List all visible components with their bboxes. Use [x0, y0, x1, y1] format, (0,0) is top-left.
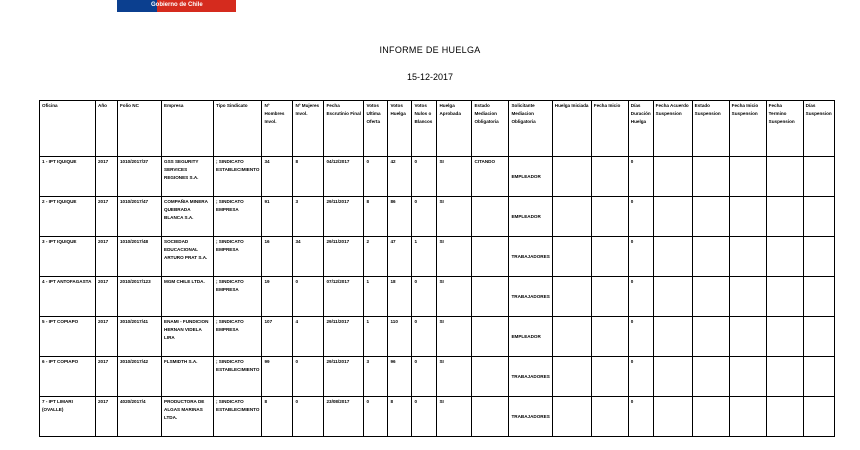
cell-nulos: 0 — [412, 197, 437, 237]
cell-estado-med — [472, 277, 509, 317]
cell-solicitante — [509, 157, 552, 197]
cell-solicitante — [509, 197, 552, 237]
cell-ultima: 3 — [364, 357, 388, 397]
cell-empresa: GSS SEGURITY SERVICES REGIONES S.A. — [162, 157, 214, 197]
cell-dias: 0 — [628, 197, 653, 237]
table-row — [40, 197, 835, 237]
cell-anio: 2017 — [96, 157, 118, 197]
cell-empresa: MGM CHILE LTDA. — [162, 277, 214, 317]
cell-hombres: 8 — [262, 397, 293, 437]
cell-solicitante — [509, 357, 552, 397]
cell-inicio — [591, 197, 628, 237]
cell-estado-med — [472, 317, 509, 357]
table-row — [40, 317, 835, 357]
table-row — [40, 357, 835, 397]
cell-empresa: SOCIEDAD EDUCACIONAL ARTURO PRAT S.A. — [162, 237, 214, 277]
cell-tipo: ; SINDICATO ESTABLECIMIENTO — [214, 357, 262, 397]
cell-tipo: ; SINDICATO EMPRESA — [214, 197, 262, 237]
column-header: Año — [96, 101, 118, 157]
cell-termino-susp — [766, 317, 803, 357]
cell-aprobada: SI — [437, 317, 472, 357]
cell-acuerdo — [653, 277, 692, 317]
cell-mujeres: 0 — [293, 397, 324, 437]
cell-estado-susp — [692, 157, 729, 197]
cell-mujeres: 3 — [293, 197, 324, 237]
cell-acuerdo — [653, 317, 692, 357]
cell-inicio — [591, 357, 628, 397]
column-header: Fecha Acuerdo Suspension — [653, 101, 692, 157]
column-header: Nº Hombres Invol. — [262, 101, 293, 157]
cell-dias: 0 — [628, 317, 653, 357]
cell-empresa: ENAMI - FUNDICION HERNAN VIDELA LIRA — [162, 317, 214, 357]
table-body — [40, 157, 835, 437]
cell-huelga: 18 — [388, 277, 412, 317]
cell-iniciada — [552, 157, 591, 197]
cell-dias-susp — [803, 317, 834, 357]
cell-dias-susp — [803, 357, 834, 397]
cell-acuerdo — [653, 397, 692, 437]
cell-folio: 2010/2017/123 — [118, 277, 162, 317]
cell-dias: 0 — [628, 237, 653, 277]
cell-iniciada — [552, 197, 591, 237]
table-row — [40, 277, 835, 317]
solicitante-value: EMPLEADOR — [511, 174, 541, 179]
column-header: Fecha Inicio Suspension — [729, 101, 766, 157]
cell-anio: 2017 — [96, 277, 118, 317]
cell-iniciada — [552, 237, 591, 277]
cell-hombres: 19 — [262, 277, 293, 317]
column-header: Fecha Inicio — [591, 101, 628, 157]
cell-iniciada — [552, 397, 591, 437]
cell-anio: 2017 — [96, 317, 118, 357]
cell-huelga: 47 — [388, 237, 412, 277]
column-header: Estado Mediacion Obligatoria — [472, 101, 509, 157]
cell-termino-susp — [766, 277, 803, 317]
cell-solicitante — [509, 317, 552, 357]
cell-tipo: ; SINDICATO EMPRESA — [214, 237, 262, 277]
cell-dias-susp — [803, 237, 834, 277]
solicitante-value: TRABAJADORES — [511, 414, 550, 419]
solicitante-value: EMPLEADOR — [511, 334, 541, 339]
column-header: Votos Ultima Oferta — [364, 101, 388, 157]
cell-mujeres: 8 — [293, 157, 324, 197]
cell-dias: 0 — [628, 277, 653, 317]
cell-solicitante — [509, 397, 552, 437]
cell-acuerdo — [653, 157, 692, 197]
cell-aprobada: SI — [437, 277, 472, 317]
cell-nulos: 1 — [412, 237, 437, 277]
cell-anio: 2017 — [96, 197, 118, 237]
cell-dias-susp — [803, 397, 834, 437]
column-header: Estado Suspension — [692, 101, 729, 157]
cell-tipo: ; SINDICATO EMPRESA — [214, 277, 262, 317]
cell-huelga: 96 — [388, 357, 412, 397]
cell-folio: 3010/2017/42 — [118, 357, 162, 397]
column-header: Empresa — [162, 101, 214, 157]
cell-estado-med — [472, 357, 509, 397]
cell-mujeres: 4 — [293, 317, 324, 357]
cell-folio: 1010/2017/37 — [118, 157, 162, 197]
column-header: Folio NC — [118, 101, 162, 157]
cell-dias-susp — [803, 197, 834, 237]
cell-estado-susp — [692, 277, 729, 317]
cell-estado-med — [472, 397, 509, 437]
cell-aprobada: SI — [437, 397, 472, 437]
cell-inicio — [591, 317, 628, 357]
cell-fecha: 23/08/2017 — [324, 397, 364, 437]
table-row — [40, 237, 835, 277]
cell-fecha: 04/12/2017 — [324, 157, 364, 197]
cell-termino-susp — [766, 197, 803, 237]
cell-estado-susp — [692, 317, 729, 357]
cell-inicio-susp — [729, 357, 766, 397]
cell-folio: 1010/2017/48 — [118, 237, 162, 277]
cell-oficina: 1 - IPT IQUIQUE — [40, 157, 96, 197]
report-title: INFORME DE HUELGA — [379, 45, 481, 55]
cell-nulos: 0 — [412, 397, 437, 437]
cell-estado-susp — [692, 197, 729, 237]
cell-huelga: 8 — [388, 397, 412, 437]
solicitante-value: TRABAJADORES — [511, 254, 550, 259]
cell-ultima: 8 — [364, 197, 388, 237]
cell-nulos: 0 — [412, 317, 437, 357]
cell-iniciada — [552, 277, 591, 317]
cell-estado-susp — [692, 237, 729, 277]
cell-ultima: 1 — [364, 277, 388, 317]
cell-fecha: 29/11/2017 — [324, 317, 364, 357]
cell-huelga: 110 — [388, 317, 412, 357]
cell-inicio-susp — [729, 197, 766, 237]
cell-mujeres: 0 — [293, 357, 324, 397]
column-header: Oficina — [40, 101, 96, 157]
strike-report-table — [39, 100, 835, 437]
cell-oficina: 4 - IPT ANTOFAGASTA — [40, 277, 96, 317]
cell-solicitante — [509, 237, 552, 277]
cell-inicio-susp — [729, 237, 766, 277]
cell-termino-susp — [766, 157, 803, 197]
cell-tipo: ; SINDICATO EMPRESA — [214, 317, 262, 357]
cell-anio: 2017 — [96, 397, 118, 437]
column-header: Huelga Aprobada — [437, 101, 472, 157]
cell-oficina: 2 - IPT IQUIQUE — [40, 197, 96, 237]
cell-folio: 4020/2017/4 — [118, 397, 162, 437]
cell-fecha: 29/11/2017 — [324, 237, 364, 277]
column-header: Nº Mujeres Invol. — [293, 101, 324, 157]
cell-folio: 3010/2017/41 — [118, 317, 162, 357]
header-row — [40, 101, 835, 157]
cell-fecha: 29/11/2017 — [324, 357, 364, 397]
column-header: Días Duración Huelga — [628, 101, 653, 157]
table-row — [40, 157, 835, 197]
cell-inicio-susp — [729, 157, 766, 197]
cell-hombres: 34 — [262, 157, 293, 197]
cell-huelga: 42 — [388, 157, 412, 197]
column-header: Tipo Sindicato — [214, 101, 262, 157]
cell-mujeres: 34 — [293, 237, 324, 277]
cell-hombres: 99 — [262, 357, 293, 397]
cell-oficina: 5 - IPT COPIAPO — [40, 317, 96, 357]
cell-fecha: 07/12/2017 — [324, 277, 364, 317]
cell-estado-susp — [692, 397, 729, 437]
cell-dias: 0 — [628, 357, 653, 397]
cell-aprobada: SI — [437, 357, 472, 397]
cell-acuerdo — [653, 357, 692, 397]
cell-dias-susp — [803, 277, 834, 317]
cell-inicio-susp — [729, 317, 766, 357]
cell-acuerdo — [653, 197, 692, 237]
cell-ultima: 0 — [364, 397, 388, 437]
cell-tipo: ; SINDICATO ESTABLECIMIENTO — [214, 157, 262, 197]
cell-estado-med: CITANDO — [472, 157, 509, 197]
cell-hombres: 91 — [262, 197, 293, 237]
cell-inicio-susp — [729, 397, 766, 437]
cell-mujeres: 0 — [293, 277, 324, 317]
solicitante-value: TRABAJADORES — [511, 294, 550, 299]
cell-nulos: 0 — [412, 157, 437, 197]
cell-inicio — [591, 237, 628, 277]
cell-dias: 0 — [628, 157, 653, 197]
cell-termino-susp — [766, 237, 803, 277]
cell-aprobada: SI — [437, 197, 472, 237]
cell-inicio-susp — [729, 277, 766, 317]
cell-iniciada — [552, 317, 591, 357]
cell-oficina: 3 - IPT IQUIQUE — [40, 237, 96, 277]
solicitante-value: EMPLEADOR — [511, 214, 541, 219]
cell-ultima: 2 — [364, 237, 388, 277]
cell-inicio — [591, 277, 628, 317]
cell-fecha: 29/11/2017 — [324, 197, 364, 237]
cell-acuerdo — [653, 237, 692, 277]
cell-nulos: 0 — [412, 357, 437, 397]
column-header: Fecha Termino Suspension — [766, 101, 803, 157]
cell-dias: 0 — [628, 397, 653, 437]
cell-inicio — [591, 397, 628, 437]
cell-oficina: 7 - IPT LIMARI (OVALLE) — [40, 397, 96, 437]
cell-folio: 1010/2017/47 — [118, 197, 162, 237]
cell-huelga: 86 — [388, 197, 412, 237]
cell-estado-susp — [692, 357, 729, 397]
cell-termino-susp — [766, 357, 803, 397]
cell-inicio — [591, 157, 628, 197]
column-header: Solicitante Mediacion Obligatoria — [509, 101, 552, 157]
logo-text: Gobierno de Chile — [151, 2, 203, 8]
column-header: Votos Nulos o Blancos — [412, 101, 437, 157]
cell-anio: 2017 — [96, 237, 118, 277]
cell-ultima: 0 — [364, 157, 388, 197]
solicitante-value: TRABAJADORES — [511, 374, 550, 379]
cell-dias-susp — [803, 157, 834, 197]
cell-anio: 2017 — [96, 357, 118, 397]
cell-empresa: COMPAÑIA MINERA QUEBRADA BLANCA S.A. — [162, 197, 214, 237]
column-header: Días Suspension — [803, 101, 834, 157]
column-header: Votos Huelga — [388, 101, 412, 157]
cell-hombres: 16 — [262, 237, 293, 277]
cell-estado-med — [472, 237, 509, 277]
column-header: Fecha Escrutinio Final — [324, 101, 364, 157]
table-row — [40, 397, 835, 437]
cell-oficina: 6 - IPT COPIAPO — [40, 357, 96, 397]
cell-solicitante — [509, 277, 552, 317]
cell-hombres: 107 — [262, 317, 293, 357]
column-header: Huelga Iniciada — [552, 101, 591, 157]
cell-termino-susp — [766, 397, 803, 437]
cell-nulos: 0 — [412, 277, 437, 317]
cell-tipo: ; SINDICATO ESTABLECIMIENTO — [214, 397, 262, 437]
cell-aprobada: SI — [437, 157, 472, 197]
cell-empresa: PRODUCTORA DE ALGAS MARINAS LTDA. — [162, 397, 214, 437]
cell-empresa: FLSMIDTH S.A. — [162, 357, 214, 397]
cell-iniciada — [552, 357, 591, 397]
report-date: 15-12-2017 — [406, 72, 454, 82]
cell-aprobada: SI — [437, 237, 472, 277]
cell-ultima: 1 — [364, 317, 388, 357]
cell-estado-med — [472, 197, 509, 237]
